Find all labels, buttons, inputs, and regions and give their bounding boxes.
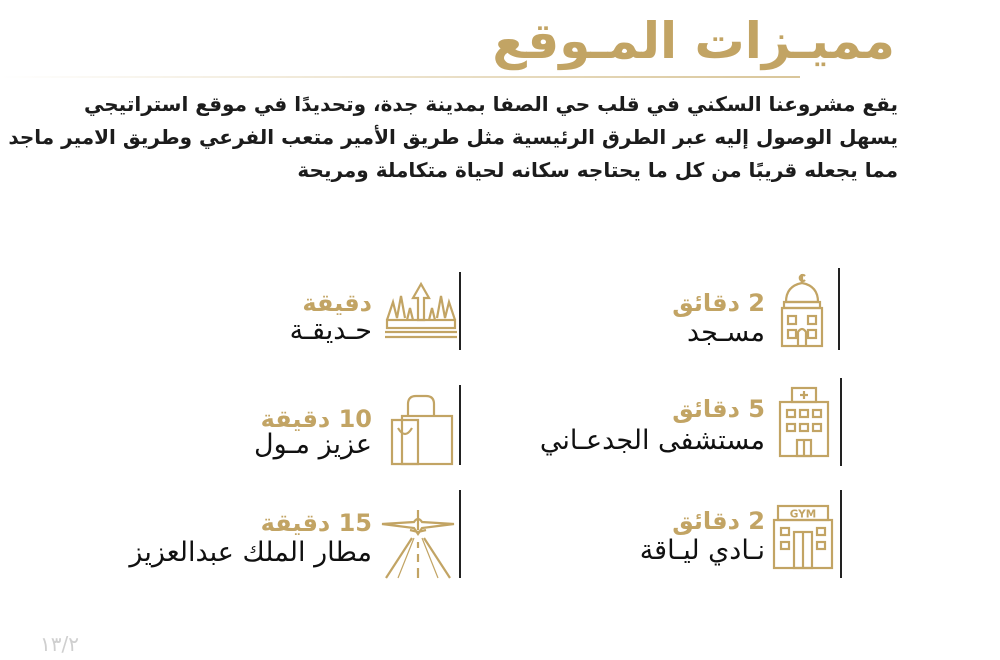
- mosque-icon: [772, 272, 832, 348]
- separator-hospital: [840, 378, 842, 466]
- gym-sign-text: GYM: [789, 508, 817, 521]
- gym-icon: [772, 502, 834, 570]
- airport-icon: [378, 508, 458, 580]
- separator-park: [459, 272, 461, 350]
- park-icon: [383, 280, 459, 340]
- separator-mosque: [838, 268, 840, 350]
- airport-time: 15 دقيقة: [260, 509, 372, 537]
- intro-line: يسهل الوصول إليه عبر الطرق الرئيسية مثل طريق الأمير متعب الفرعي وطريق الامير ماجد: [8, 125, 898, 149]
- gym-name: نـادي ليـاقة: [639, 535, 765, 566]
- separator-gym: [840, 490, 842, 578]
- mall-name: عزيز مـول: [254, 429, 372, 460]
- hospital-time: 5 دقائق: [672, 395, 765, 423]
- page-title: مميـزات المـوقع: [492, 12, 895, 70]
- mosque-time: 2 دقائق: [672, 289, 765, 317]
- title-underline: [0, 76, 800, 78]
- park-name: حـديقـة: [289, 315, 372, 346]
- hospital-icon: [776, 384, 832, 458]
- separator-airport: [459, 490, 461, 578]
- page-number: ١٣/٢: [40, 632, 79, 656]
- separator-mall: [459, 385, 461, 465]
- mosque-name: مسـجد: [686, 317, 765, 348]
- mall-time: 10 دقيقة: [260, 405, 372, 433]
- intro-line: مما يجعله قريبًا من كل ما يحتاجه سكانه لحياة متكاملة ومريحة: [297, 158, 898, 182]
- intro-paragraph: [8, 88, 898, 187]
- park-time: دقيقة: [302, 289, 372, 317]
- intro-line: يقع مشروعنا السكني في قلب حي الصفا بمدينة جدة، وتحديدًا في موقع استراتيجي: [84, 92, 898, 116]
- shopping-bag-icon: [388, 392, 454, 466]
- gym-time: 2 دقائق: [672, 507, 765, 535]
- hospital-name: مستشفى الجدعـاني: [539, 425, 765, 456]
- airport-name: مطار الملك عبدالعزيز: [129, 537, 372, 568]
